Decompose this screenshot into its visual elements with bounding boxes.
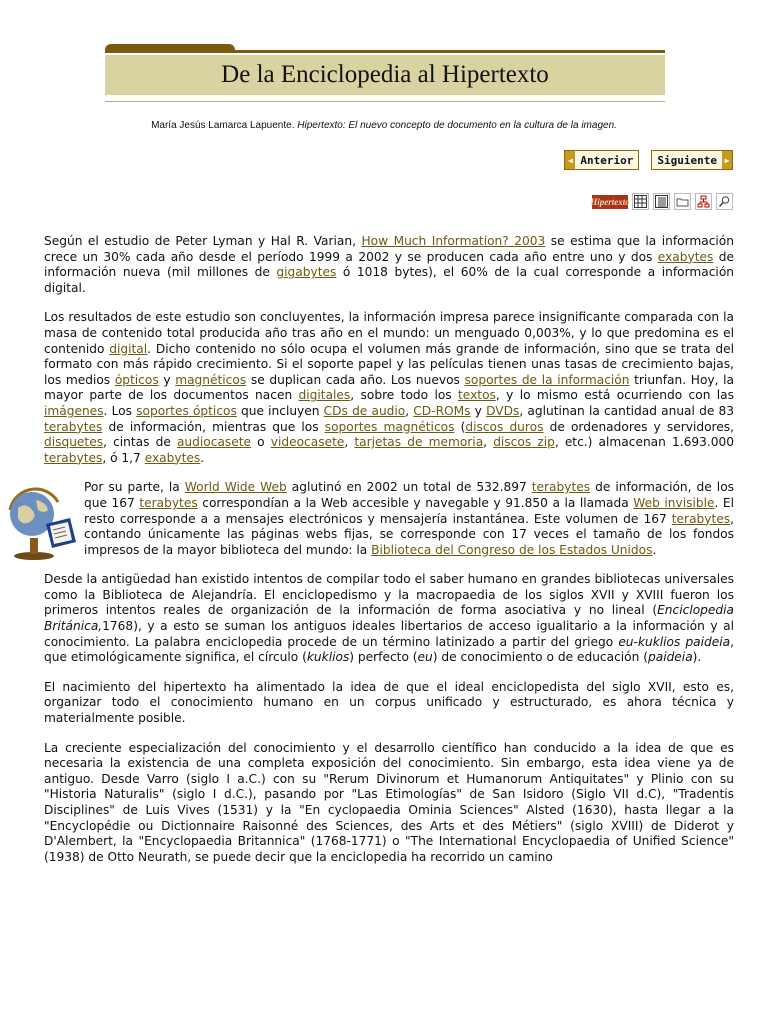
text-run: ( — [454, 419, 466, 434]
text-run: , y lo mismo está ocurriendo con las — [495, 388, 734, 403]
arrow-right-icon: ▶ — [722, 151, 732, 169]
title-box — [105, 55, 665, 95]
text-run: de ordenadores y servidores, — [543, 419, 734, 434]
text-run: . Dicho contenido no sólo ocupa el volumen más grande de información, sino que se trata del formato con más rápido crecimiento. Si el soporte papel y las películas tienen unas tasas de crecimiento bajas, los medios — [44, 341, 734, 387]
inline-link[interactable]: magnéticos — [175, 372, 247, 387]
inline-link[interactable]: tarjetas de memoria — [354, 435, 484, 450]
inline-link[interactable]: terabytes — [44, 419, 103, 434]
text-run: , cintas de — [103, 435, 177, 450]
text-run: de información, de los que 167 — [84, 480, 734, 510]
text-run: . — [652, 542, 657, 557]
inline-link[interactable]: soportes de la información — [464, 372, 630, 387]
paragraph-3-text — [84, 480, 734, 556]
text-run: correspondían a la Web accesible y navegable y 91.850 a la llamada — [197, 495, 634, 510]
inline-link[interactable]: terabytes — [44, 450, 103, 465]
logo-text: Hipertexto — [590, 196, 630, 207]
emphasis-text: kuklios — [306, 650, 350, 665]
paragraph-6 — [44, 741, 734, 866]
inline-link[interactable]: How Much Information? 2003 — [361, 234, 546, 248]
hipertexto-logo[interactable] — [592, 195, 628, 209]
inline-link[interactable]: audiocasete — [176, 435, 252, 450]
list-icon[interactable] — [653, 193, 670, 210]
text-run: o — [251, 435, 271, 450]
text-run: se duplican cada año. Los nuevos — [246, 372, 465, 387]
previous-button[interactable] — [564, 150, 639, 170]
text-run: y — [470, 403, 487, 418]
arrow-left-icon: ◀ — [565, 151, 575, 169]
text-run: de información nueva (mil millones de — [44, 249, 734, 280]
next-button[interactable] — [651, 150, 733, 170]
text-run: . Los — [103, 403, 137, 418]
inline-link[interactable]: World Wide Web — [184, 480, 287, 495]
byline-work: Hipertexto: El nuevo concepto de documento en la cultura de la imagen. — [297, 120, 617, 131]
text-run: de información, mientras que los — [102, 419, 325, 434]
search-icon[interactable] — [716, 193, 733, 210]
inline-link[interactable]: Web invisible — [633, 495, 715, 510]
banner-top-rule — [105, 50, 665, 53]
text-run: , — [405, 403, 414, 418]
inline-link[interactable]: terabytes — [671, 511, 731, 526]
globe-book-icon — [0, 480, 80, 562]
page-navigation — [564, 150, 733, 170]
paragraph-1 — [44, 234, 734, 296]
text-run: que incluyen — [236, 403, 324, 418]
text-run: ). — [692, 650, 702, 665]
inline-link[interactable]: discos duros — [465, 419, 544, 434]
paragraph-4 — [44, 572, 734, 666]
emphasis-text: paideia — [647, 650, 693, 665]
text-run: El nacimiento del hipertexto ha alimentado la idea de que el ideal enciclopedista del siglo XVII, esto es, organizar todo el conocimiento humano en un corpus unificado y estructurado, es ahora técnica y materialmente posible. — [44, 679, 734, 726]
text-run: , aglutinan la cantidad anual de 83 — [519, 403, 734, 418]
page-title: De la Enciclopedia al Hipertexto — [221, 61, 549, 88]
text-run: Por su parte, la — [84, 480, 185, 495]
inline-link[interactable]: gigabytes — [276, 265, 337, 280]
text-run: ) de conocimiento o de educación ( — [432, 650, 648, 665]
text-run: 1768), y a esto se suman los antiguos ideales libertarios de acceso igualitario a la información y al conocimiento. La palabra enciclopedia procede de un término latinizado a partir del griego — [44, 619, 734, 649]
banner-bottom-rule — [105, 101, 665, 102]
emphasis-text: eu-kuklios paideia — [618, 634, 731, 649]
text-run: , que etimológicamente significa, el círculo ( — [44, 634, 735, 665]
inline-link[interactable]: Biblioteca del Congreso de los Estados Unidos — [371, 542, 653, 557]
text-run: Los resultados de este estudio son concluyentes, la información impresa parece insignificante comparada con la masa de contenido total producida año tras año en el mundo: un menguado 0,003%, y lo que predomina es el contenido — [44, 310, 734, 356]
text-run: ó 1018 bytes), el 60% de la cual corresponde a información digital. — [44, 265, 735, 295]
grid-icon[interactable] — [632, 193, 649, 210]
inline-link[interactable]: terabytes — [139, 495, 198, 510]
inline-link[interactable]: soportes ópticos — [136, 403, 237, 418]
text-run: ) perfecto ( — [349, 650, 418, 665]
previous-label: Anterior — [580, 153, 634, 167]
emphasis-text: Enciclopedia Británica, — [44, 603, 734, 634]
paragraph-3 — [44, 480, 734, 558]
inline-link[interactable]: videocasete — [270, 435, 345, 450]
text-run: , etc.) almacenan 1.693.000 — [554, 435, 735, 450]
emphasis-text: eu — [417, 650, 433, 665]
text-run: , sobre todo los — [350, 388, 459, 403]
text-run: y — [158, 372, 176, 387]
toolbar — [592, 193, 733, 210]
inline-link[interactable]: CD-ROMs — [413, 403, 471, 418]
inline-link[interactable]: disquetes — [44, 435, 104, 450]
inline-link[interactable]: exabytes — [657, 249, 714, 264]
inline-link[interactable]: digitales — [298, 388, 351, 403]
inline-link[interactable]: CDs de audio — [323, 403, 406, 418]
next-label: Siguiente — [657, 153, 717, 167]
inline-link[interactable]: DVDs — [486, 403, 520, 418]
text-run: , ó 1,7 — [102, 450, 145, 465]
text-run: Desde la antigüedad han existido intentos de compilar todo el saber humano en grandes bibliotecas universales como la Biblioteca de Alejandría. El enciclopedismo y la macropaedia de los siglos XVII y XVIII fueron los primeros intentos reales de organización de la información de forma asociativa y no lineal ( — [44, 572, 734, 618]
sitemap-icon[interactable] — [695, 193, 712, 210]
inline-link[interactable]: ópticos — [114, 372, 159, 387]
byline — [0, 120, 768, 131]
folder-icon[interactable] — [674, 193, 691, 210]
text-run: , — [344, 435, 355, 450]
text-run: aglutinó en 2002 un total de 532.897 — [286, 480, 532, 495]
text-run: . — [200, 450, 205, 465]
text-run: . El resto corresponde a a mensajes electrónicos y mensajería instantánea. Este volumen de 167 — [84, 495, 734, 526]
inline-link[interactable]: digital — [109, 341, 148, 356]
inline-link[interactable]: soportes magnéticos — [324, 419, 455, 434]
text-run: Según el estudio de Peter Lyman y Hal R. Varian, — [44, 234, 362, 248]
text-run: , — [483, 435, 494, 450]
text-run: triunfan. Hoy, la mayor parte de los documentos nacen — [44, 372, 734, 403]
inline-link[interactable]: terabytes — [531, 480, 591, 495]
text-run: , contando únicamente las páginas webs fijas, se corresponde con 17 veces el tamaño de los fondos impresos de la mayor biblioteca del mundo: la — [84, 511, 734, 557]
inline-link[interactable]: discos zip — [493, 435, 555, 450]
byline-author: María Jesús Lamarca Lapuente. — [151, 120, 298, 131]
inline-link[interactable]: exabytes — [144, 450, 201, 465]
inline-link[interactable]: imágenes — [44, 403, 104, 418]
inline-link[interactable]: textos — [458, 388, 496, 403]
text-run: La creciente especialización del conocimiento y el desarrollo científico han conducido a la idea de que es necesaria la existencia de una completa exposición del conocimiento. Sin embargo, esta idea viene ya de antiguo. Desde Varro (siglo I a.C.) con su "Rerum Divinorum et Humanorum Antiquitates" y Plinio con su "Historia Naturalis" (siglo I d.C.), pasando por "Las Etimologías" de San Isidoro (Siglo VII d.C), "Tradentis Disciplines" de Luis Vives (1531) y la "En cyclopaedia Ominia Sciences" Alsted (1630), hasta llegar a la "Encyclopédie ou Dictionnaire Raisonné des Sciences, des Arts et des Métiers" (siglo XVIII) de Diderot y D'Alembert, la "Encyclopaedia Britannica" (1768-1771) o "The International Encyclopaedia of Unified Science" (1938) de Otto Neurath, se puede decir que la enciclopedia ha recorrido un camino — [44, 740, 734, 864]
article-body — [44, 234, 734, 879]
text-run: se estima que la información crece un 30% cada año desde el período 1999 a 2002 y se producen cada año entre uno y dos — [44, 234, 734, 264]
paragraph-5 — [44, 680, 734, 727]
paragraph-2 — [44, 310, 734, 466]
